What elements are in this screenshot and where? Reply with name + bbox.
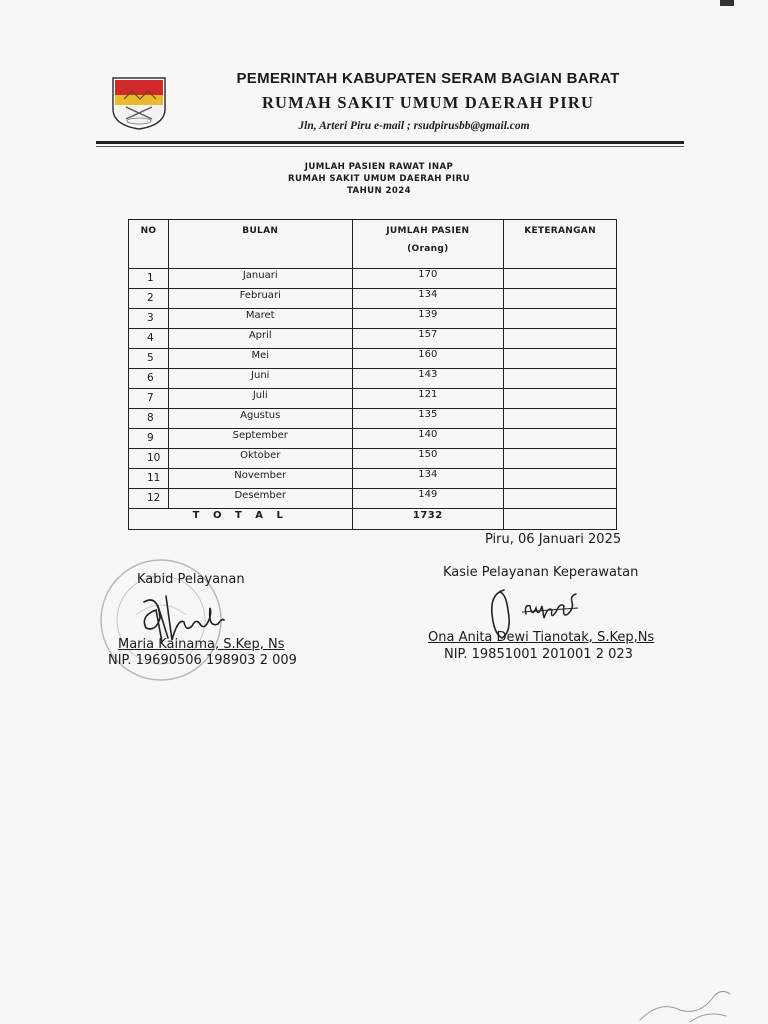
place-date: Piru, 06 Januari 2025 bbox=[485, 532, 622, 547]
scan-corner-mark bbox=[720, 0, 734, 6]
row-notes bbox=[504, 449, 617, 469]
table-row bbox=[129, 329, 617, 349]
right-signatory-nip: NIP. 19851001 201001 2 023 bbox=[444, 647, 633, 662]
row-month: Desember bbox=[168, 489, 352, 509]
row-notes bbox=[504, 409, 617, 429]
row-patients: 134 bbox=[352, 289, 504, 309]
table-row bbox=[129, 349, 617, 369]
row-no: 8 bbox=[129, 409, 169, 429]
left-signatory-nip: NIP. 19690506 198903 2 009 bbox=[108, 653, 297, 668]
left-signature bbox=[138, 588, 228, 644]
header-notes: KETERANGAN bbox=[504, 220, 617, 269]
row-month: Oktober bbox=[168, 449, 352, 469]
letterhead-rule bbox=[96, 141, 684, 144]
row-no: 4 bbox=[129, 329, 169, 349]
row-notes bbox=[504, 369, 617, 389]
row-month: September bbox=[168, 429, 352, 449]
table-row bbox=[129, 469, 617, 489]
row-no: 12 bbox=[129, 489, 169, 509]
total-row bbox=[129, 509, 617, 530]
letterhead-address: Jln, Arteri Piru e-mail ; rsudpirusbb@gmail.com bbox=[298, 120, 530, 132]
row-no: 1 bbox=[129, 269, 169, 289]
row-notes bbox=[504, 269, 617, 289]
table-row bbox=[129, 289, 617, 309]
row-notes bbox=[504, 349, 617, 369]
row-no: 6 bbox=[129, 369, 169, 389]
table-row bbox=[129, 309, 617, 329]
table-header-row bbox=[129, 220, 617, 269]
row-patients: 149 bbox=[352, 489, 504, 509]
row-no: 9 bbox=[129, 429, 169, 449]
row-no: 5 bbox=[129, 349, 169, 369]
row-month: Mei bbox=[168, 349, 352, 369]
row-month: November bbox=[168, 469, 352, 489]
row-no: 3 bbox=[129, 309, 169, 329]
row-patients: 157 bbox=[352, 329, 504, 349]
row-notes bbox=[504, 469, 617, 489]
row-patients: 170 bbox=[352, 269, 504, 289]
table-row bbox=[129, 269, 617, 289]
table-row bbox=[129, 409, 617, 429]
row-notes bbox=[504, 329, 617, 349]
letterhead-government: PEMERINTAH KABUPATEN SERAM BAGIAN BARAT bbox=[236, 70, 620, 87]
row-month: Januari bbox=[168, 269, 352, 289]
margin-scribble bbox=[630, 980, 740, 1024]
letterhead-institution: RUMAH SAKIT UMUM DAERAH PIRU bbox=[261, 93, 595, 112]
patient-table bbox=[128, 219, 617, 530]
table-row bbox=[129, 429, 617, 449]
row-month: Maret bbox=[168, 309, 352, 329]
row-patients: 134 bbox=[352, 469, 504, 489]
row-patients: 160 bbox=[352, 349, 504, 369]
table-title-line1: JUMLAH PASIEN RAWAT INAP bbox=[304, 162, 454, 172]
table-title-line3: TAHUN 2024 bbox=[346, 186, 412, 196]
row-patients: 139 bbox=[352, 309, 504, 329]
row-notes bbox=[504, 309, 617, 329]
table-row bbox=[129, 389, 617, 409]
row-notes bbox=[504, 429, 617, 449]
row-patients: 143 bbox=[352, 369, 504, 389]
table-row bbox=[129, 369, 617, 389]
table-row bbox=[129, 489, 617, 509]
row-notes bbox=[504, 489, 617, 509]
row-month: Juli bbox=[168, 389, 352, 409]
row-no: 10 bbox=[129, 449, 169, 469]
row-no: 11 bbox=[129, 469, 169, 489]
row-notes bbox=[504, 289, 617, 309]
row-patients: 140 bbox=[352, 429, 504, 449]
right-signatory-name: Ona Anita Dewi Tianotak, S.Kep,Ns bbox=[428, 630, 655, 645]
row-month: Februari bbox=[168, 289, 352, 309]
row-month: Juni bbox=[168, 369, 352, 389]
row-no: 2 bbox=[129, 289, 169, 309]
header-patients bbox=[352, 220, 504, 269]
letterhead-rule-thin bbox=[96, 146, 684, 147]
right-signatory-title: Kasie Pelayanan Keperawatan bbox=[443, 565, 639, 580]
table-row bbox=[129, 449, 617, 469]
row-patients: 121 bbox=[352, 389, 504, 409]
row-month: Agustus bbox=[168, 409, 352, 429]
total-value: 1732 bbox=[352, 509, 504, 530]
header-no: NO bbox=[129, 220, 169, 269]
row-patients: 135 bbox=[352, 409, 504, 429]
header-patients-unit: (Orang) bbox=[407, 244, 449, 254]
total-label: T O T A L bbox=[129, 509, 353, 530]
left-signatory-name: Maria Kainama, S.Kep, Ns bbox=[118, 637, 285, 652]
row-month: April bbox=[168, 329, 352, 349]
header-month: BULAN bbox=[168, 220, 352, 269]
left-signatory-title: Kabid Pelayanan bbox=[137, 572, 245, 587]
header-patients-label: JUMLAH PASIEN bbox=[386, 226, 470, 236]
row-notes bbox=[504, 389, 617, 409]
total-notes bbox=[504, 509, 617, 530]
table-title-line2: RUMAH SAKIT UMUM DAERAH PIRU bbox=[288, 174, 470, 184]
row-patients: 150 bbox=[352, 449, 504, 469]
row-no: 7 bbox=[129, 389, 169, 409]
